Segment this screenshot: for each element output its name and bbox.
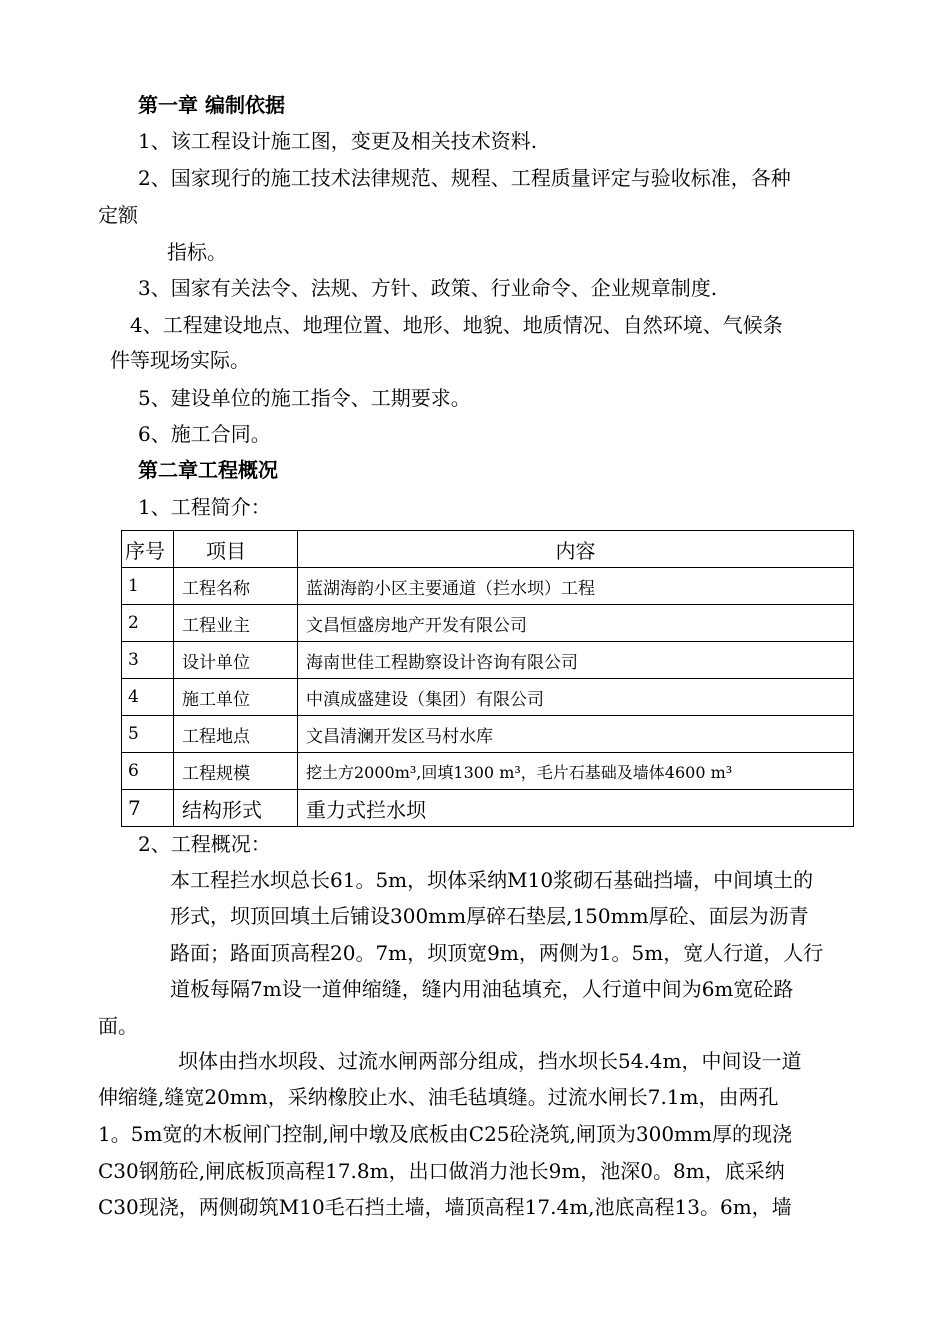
chapter1-title: 第一章 编制依据 (138, 93, 285, 117)
header-item: 项目 (174, 531, 298, 568)
chapter1-item-6: 6、施工合同。 (138, 422, 271, 446)
chapter1-item-2-cont2: 指标。 (167, 240, 227, 264)
table-cell: 文昌恒盛房地产开发有限公司 (298, 605, 854, 642)
table-cell: 重力式拦水坝 (298, 790, 854, 827)
table-row (122, 642, 854, 679)
table-row (122, 753, 854, 790)
para2-line-1: 坝体由挡水坝段、过流水闸两部分组成，挡水坝长54.4m，中间设一道 (178, 1049, 802, 1073)
para2-line-2: 伸缩缝,缝宽20mm，采纳橡胶止水、油毛毡填缝。过流水闸长7.1m，由两孔 (98, 1085, 779, 1109)
chapter1-item-5: 5、建设单位的施工指令、工期要求。 (138, 386, 471, 410)
para1-line-5: 面。 (98, 1014, 138, 1038)
para2-line-3: 1。5m宽的木板闸门控制,闸中墩及底板由C25砼浇筑,闸顶为300mm厚的现浇 (98, 1122, 792, 1146)
table-cell: 结构形式 (174, 790, 298, 827)
chapter1-item-3: 3、国家有关法令、法规、方针、政策、行业命令、企业规章制度. (138, 276, 718, 300)
table-cell: 海南世佳工程勘察设计咨询有限公司 (298, 642, 854, 679)
table-cell: 1 (122, 568, 174, 605)
chapter1-item-4: 4、工程建设地点、地理位置、地形、地貌、地质情况、自然环境、气候条 (130, 313, 783, 337)
para2-line-5: C30现浇，两侧砌筑M10毛石挡土墙，墙顶高程17.4m,池底高程13。6m，墙 (98, 1195, 792, 1219)
table-cell: 文昌清澜开发区马村水库 (298, 716, 854, 753)
table-cell: 蓝湖海韵小区主要通道（拦水坝）工程 (298, 568, 854, 605)
para1-line-1: 本工程拦水坝总长61。5m，坝体采纳M10浆砌石基础挡墙，中间填土的 (170, 868, 814, 892)
table-cell: 挖土方2000m³,回填1300 m³，毛片石基础及墙体4600 m³ (298, 753, 854, 790)
chapter1-item-2-cont: 定额 (98, 203, 138, 227)
chapter1-item-1: 1、该工程设计施工图，变更及相关技术资料. (138, 129, 538, 153)
table-row (122, 716, 854, 753)
table-cell: 工程规模 (174, 753, 298, 790)
table-cell: 7 (122, 790, 174, 827)
header-seq: 序号 (122, 531, 174, 568)
table-cell: 中滇成盛建设（集团）有限公司 (298, 679, 854, 716)
table-cell: 6 (122, 753, 174, 790)
project-info-table (121, 530, 854, 827)
para2-line-4: C30钢筋砼,闸底板顶高程17.8m，出口做消力池长9m，池深0。8m，底采纳 (98, 1159, 785, 1183)
para1-line-2: 形式，坝顶回填土后铺设300mm厚碎石垫层,150mm厚砼、面层为沥青 (170, 904, 809, 928)
table-cell: 2 (122, 605, 174, 642)
table-row (122, 605, 854, 642)
header-content: 内容 (298, 531, 854, 568)
table-header-row (122, 531, 854, 568)
para1-line-3: 路面；路面顶高程20。7m，坝顶宽9m，两侧为1。5m，宽人行道，人行 (170, 941, 824, 965)
table-cell: 设计单位 (174, 642, 298, 679)
chapter2-title: 第二章工程概况 (138, 458, 278, 482)
section2-heading: 2、工程概况： (138, 832, 271, 856)
table-cell: 工程业主 (174, 605, 298, 642)
table-cell: 施工单位 (174, 679, 298, 716)
section1-heading: 1、工程简介： (138, 495, 271, 519)
table-cell: 3 (122, 642, 174, 679)
chapter1-item-2: 2、国家现行的施工技术法律规范、规程、工程质量评定与验收标准，各种 (138, 166, 791, 190)
table-cell: 4 (122, 679, 174, 716)
chapter1-item-4-cont: 件等现场实际。 (110, 348, 250, 372)
table-row (122, 790, 854, 827)
table-cell: 工程名称 (174, 568, 298, 605)
table-cell: 工程地点 (174, 716, 298, 753)
para1-line-4: 道板每隔7m设一道伸缩缝，缝内用油毡填充，人行道中间为6m宽砼路 (170, 977, 794, 1001)
table-row (122, 679, 854, 716)
table-row (122, 568, 854, 605)
table-cell: 5 (122, 716, 174, 753)
